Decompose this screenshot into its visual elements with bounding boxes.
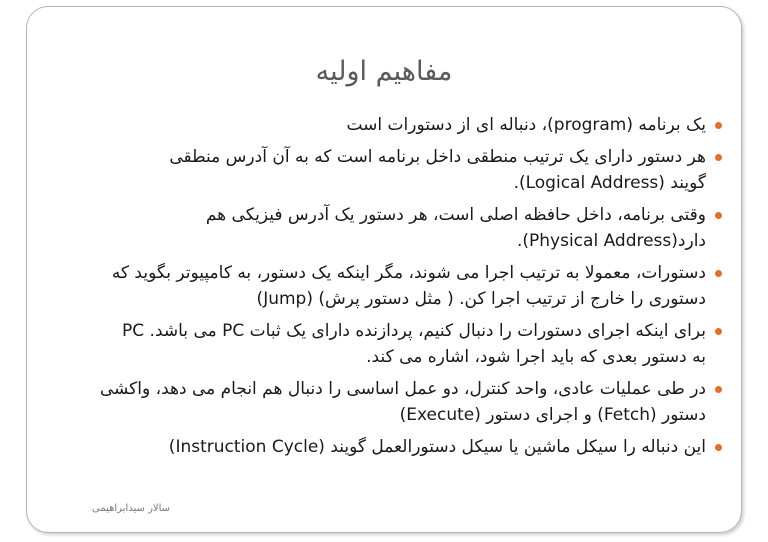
bullet-dot-icon (715, 270, 722, 277)
bullet-line: این دنباله را سیکل ماشین یا سیکل دستورالعمل گویند (Instruction Cycle) (168, 437, 706, 457)
bullet-item (70, 112, 722, 138)
bullet-dot-icon (715, 154, 722, 161)
bullet-line: گویند (Logical Address). (513, 173, 706, 193)
bullet-dot-icon (715, 444, 722, 451)
bullet-line: هر دستور دارای یک ترتیب منطقی داخل برنامه است که به آن آدرس منطقی (169, 147, 706, 167)
bullet-item (70, 260, 722, 312)
bullet-line: دستوری را خارج از ترتیب اجرا کن. ( مثل دستور پرش) (Jump) (256, 289, 706, 309)
bullet-dot-icon (715, 328, 722, 335)
bullet-dot-icon (715, 212, 722, 219)
bullet-dot-icon (715, 122, 722, 129)
bullet-line: یک برنامه (program)، دنباله ای از دستورات است (346, 115, 706, 135)
bullet-line: وقتی برنامه، داخل حافظه اصلی است، هر دستور یک آدرس فیزیکی هم (205, 205, 706, 225)
bullet-item (70, 318, 722, 370)
bullet-line: برای اینکه اجرای دستورات را دنبال کنیم، پردازنده دارای یک ثبات PC می باشد. PC (122, 321, 706, 341)
bullet-list (70, 112, 722, 466)
author-footer: سالار سیدابراهیمی (92, 503, 171, 514)
bullet-line: به دستور بعدی که باید اجرا شود، اشاره می کند. (366, 347, 706, 367)
bullet-dot-icon (715, 386, 722, 393)
bullet-item (70, 144, 722, 196)
bullet-line: دستورات، معمولا به ترتیب اجرا می شوند، مگر اینکه یک دستور، به کامپیوتر بگوید که (111, 263, 706, 283)
bullet-line: دستور (Fetch) و اجرای دستور (Execute) (399, 405, 706, 425)
slide-title: مفاهیم اولیه (315, 56, 453, 87)
bullet-line: دارد(Physical Address). (516, 231, 706, 251)
bullet-item (70, 202, 722, 254)
bullet-item (70, 434, 722, 460)
bullet-item (70, 376, 722, 428)
bullet-line: در طی عملیات عادی، واحد کنترل، دو عمل اساسی را دنبال هم انجام می دهد، واکشی (99, 379, 706, 399)
